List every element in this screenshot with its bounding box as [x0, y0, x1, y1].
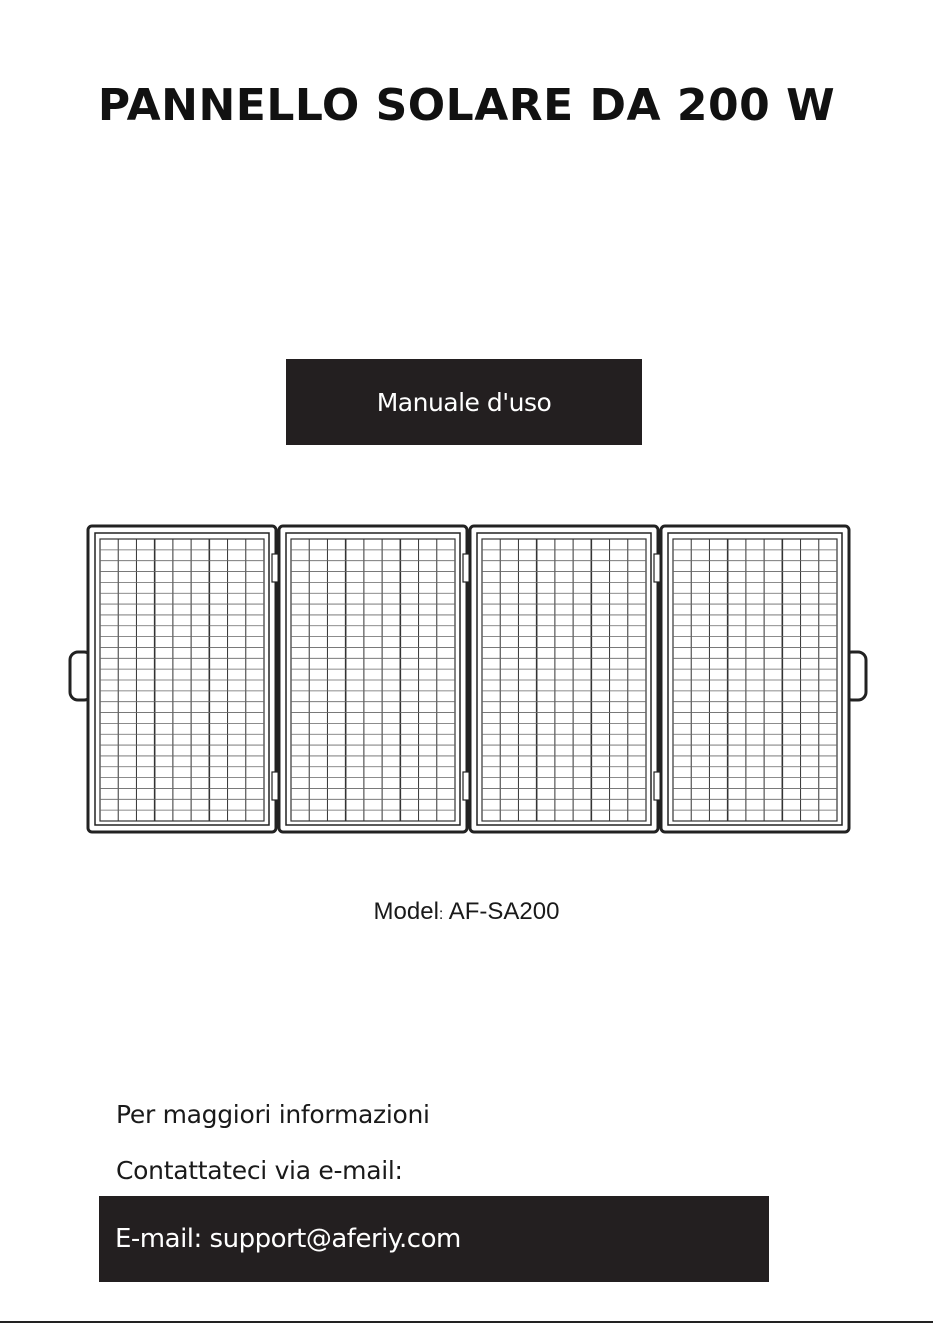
- email-text: E-mail: support@aferiy.com: [115, 1224, 461, 1254]
- model-label: Model: [373, 898, 439, 925]
- email-box: [99, 1196, 769, 1282]
- info-line: Per maggiori informazioni: [116, 1100, 430, 1129]
- model-line: [0, 898, 933, 926]
- manual-label: Manuale d'uso: [376, 387, 552, 417]
- solar-panel-illustration: [66, 520, 870, 840]
- model-number: AF-SA200: [448, 898, 560, 925]
- contact-line: Contattateci via e-mail:: [116, 1156, 403, 1185]
- document-title: PANNELLO SOLARE DA 200 W: [97, 80, 836, 131]
- manual-label-box: [286, 359, 642, 445]
- model-separator: :: [438, 906, 444, 923]
- bottom-rule: [0, 1321, 933, 1323]
